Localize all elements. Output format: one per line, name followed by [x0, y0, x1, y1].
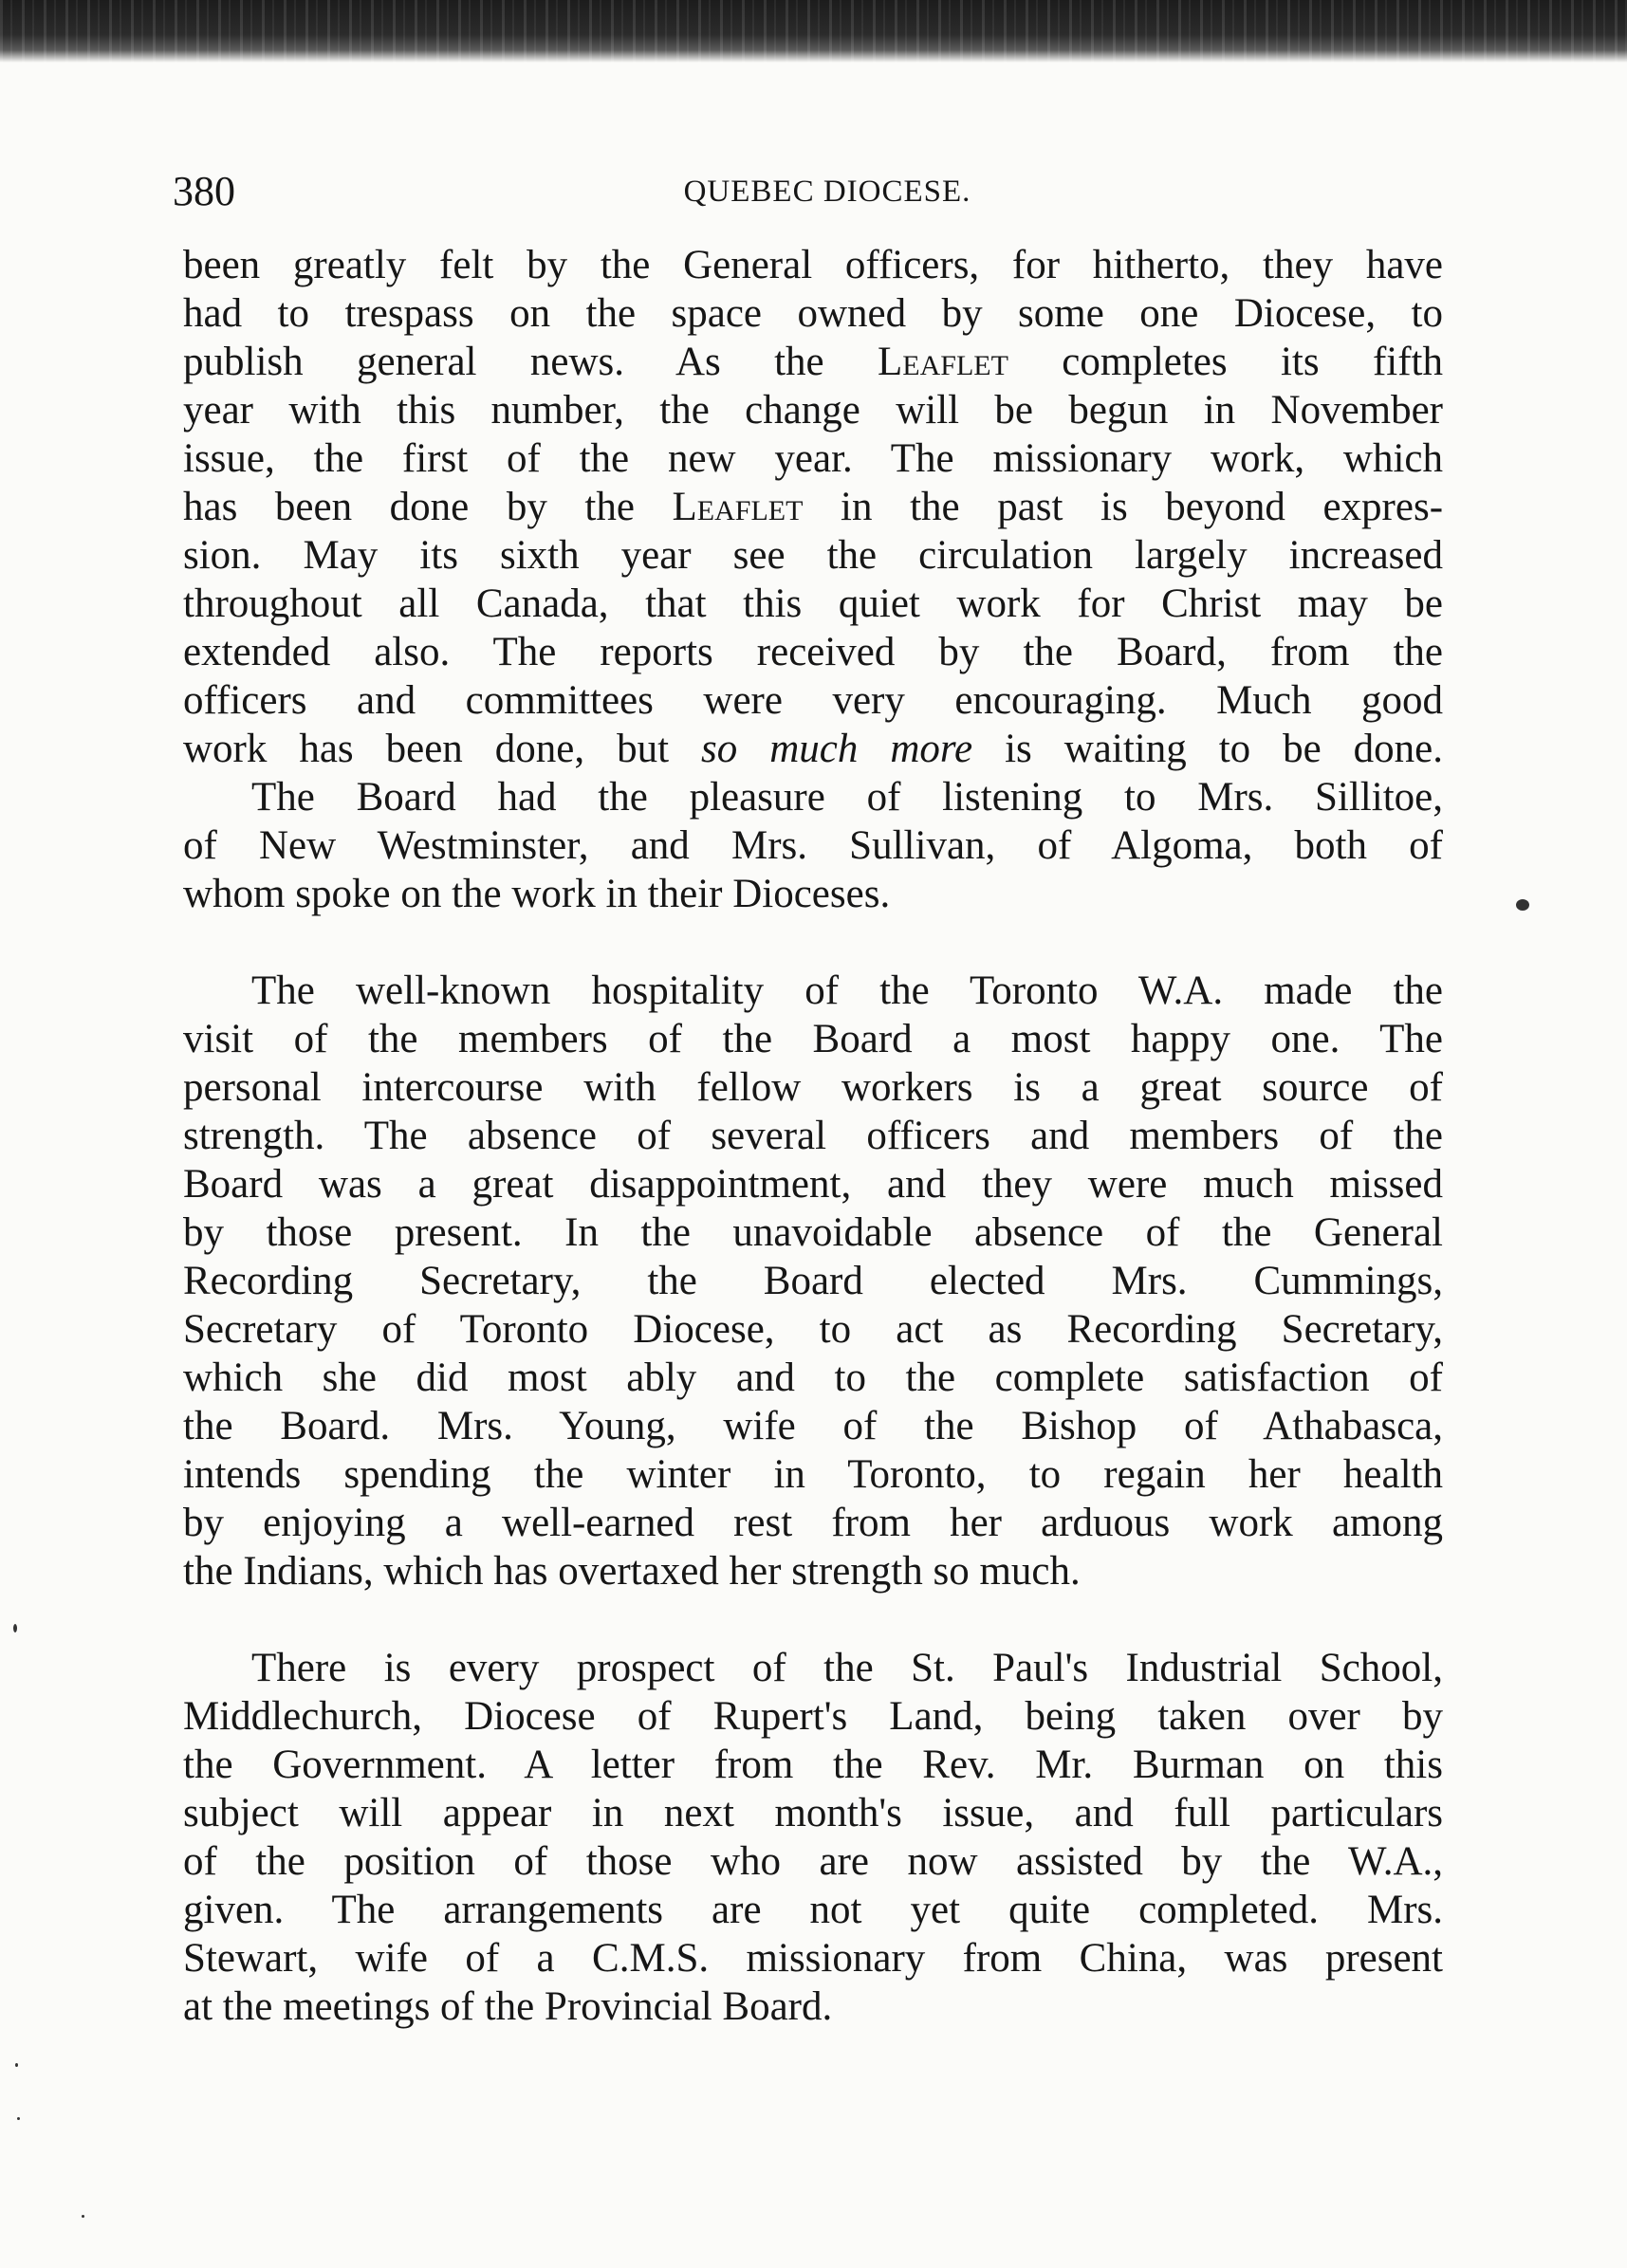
text-line: issue, the first of the new year. The missionary work, which — [183, 436, 1443, 481]
text-line: The well-known hospitality of the Toronto W.A. made the — [251, 968, 1443, 1013]
text-line: personal intercourse with fellow workers is a great source of — [183, 1065, 1443, 1110]
text-line: Secretary of Toronto Diocese, to act as Recording Secretary, — [183, 1307, 1443, 1352]
scan-speck — [15, 2063, 18, 2067]
text-line: the Indians, which has overtaxed her strength so much. — [183, 1549, 1081, 1594]
line-segment: is waiting to be done. — [1005, 727, 1444, 771]
text-line: had to trespass on the space owned by some one Diocese, to — [183, 291, 1443, 336]
text-line: intends spending the winter in Toronto, to regain her health — [183, 1452, 1443, 1497]
line-segment: has been done by the — [183, 485, 635, 529]
scan-speck — [1516, 899, 1529, 911]
scan-speck — [82, 2215, 84, 2218]
text-line: Recording Secretary, the Board elected Mrs. Cummings, — [183, 1259, 1443, 1303]
text-line: the Board. Mrs. Young, wife of the Bishop of Athabasca, — [183, 1404, 1443, 1448]
text-line: which she did most ably and to the complete satisfaction of — [183, 1355, 1443, 1400]
text-line: subject will appear in next month's issue, and full particulars — [183, 1791, 1443, 1835]
text-line: visit of the members of the Board a most happy one. The — [183, 1017, 1443, 1061]
text-line: year with this number, the change will be begun in November — [183, 388, 1443, 433]
paragraph-gap — [183, 1595, 1443, 1644]
text-line: Middlechurch, Diocese of Rupert's Land, being taken over by — [183, 1694, 1443, 1739]
text-line — [183, 483, 1443, 531]
text-line: The Board had the pleasure of listening to Mrs. Sillitoe, — [251, 775, 1443, 820]
leaflet-smallcaps: Leaflet — [878, 340, 1008, 384]
text-line — [183, 725, 1443, 773]
leaflet-smallcaps: Leaflet — [672, 485, 804, 529]
text-line: Stewart, wife of a C.M.S. missionary from China, was present — [183, 1936, 1443, 1981]
italic-emphasis: so much more — [701, 727, 973, 771]
line-segment: publish general news. As the — [183, 340, 824, 384]
running-head: QUEBEC DIOCESE. — [683, 175, 971, 209]
scan-edge-band — [0, 0, 1627, 63]
text-line: by those present. In the unavoidable absence of the General — [183, 1210, 1443, 1255]
text-line: of the position of those who are now assisted by the W.A., — [183, 1839, 1443, 1884]
text-line: throughout all Canada, that this quiet work for Christ may be — [183, 581, 1443, 626]
text-line — [183, 338, 1443, 386]
paragraph-3 — [183, 967, 1443, 1595]
paragraph-2 — [183, 773, 1443, 918]
text-line: at the meetings of the Provincial Board. — [183, 1984, 833, 2029]
line-segment: work has been done, but — [183, 727, 670, 771]
line-segment: in the past is beyond expres- — [841, 485, 1444, 529]
text-line: extended also. The reports received by the Board, from the — [183, 630, 1443, 674]
paragraph-4 — [183, 1644, 1443, 2031]
text-line: given. The arrangements are not yet quite completed. Mrs. — [183, 1888, 1443, 1932]
scan-speck — [13, 1624, 17, 1632]
page-header — [173, 163, 1444, 220]
text-line: officers and committees were very encouraging. Much good — [183, 678, 1443, 723]
text-line: the Government. A letter from the Rev. Mr. Burman on this — [183, 1742, 1443, 1787]
text-line: strength. The absence of several officers and members of the — [183, 1114, 1443, 1158]
line-segment: completes its fifth — [1062, 340, 1443, 384]
text-line: There is every prospect of the St. Paul's Industrial School, — [251, 1646, 1443, 1690]
page-number: 380 — [173, 168, 235, 214]
paragraph-gap — [183, 918, 1443, 967]
text-line: whom spoke on the work in their Dioceses. — [183, 872, 891, 916]
body-text — [183, 241, 1443, 2031]
text-line: of New Westminster, and Mrs. Sullivan, of Algoma, both of — [183, 823, 1443, 868]
scan-speck — [17, 2117, 20, 2120]
paragraph-1 — [183, 241, 1443, 773]
text-line: been greatly felt by the General officers, for hitherto, they have — [183, 243, 1443, 287]
text-line: sion. May its sixth year see the circulation largely increased — [183, 533, 1443, 578]
text-line: Board was a great disappointment, and they were much missed — [183, 1162, 1443, 1207]
text-line: by enjoying a well-earned rest from her arduous work among — [183, 1501, 1443, 1545]
